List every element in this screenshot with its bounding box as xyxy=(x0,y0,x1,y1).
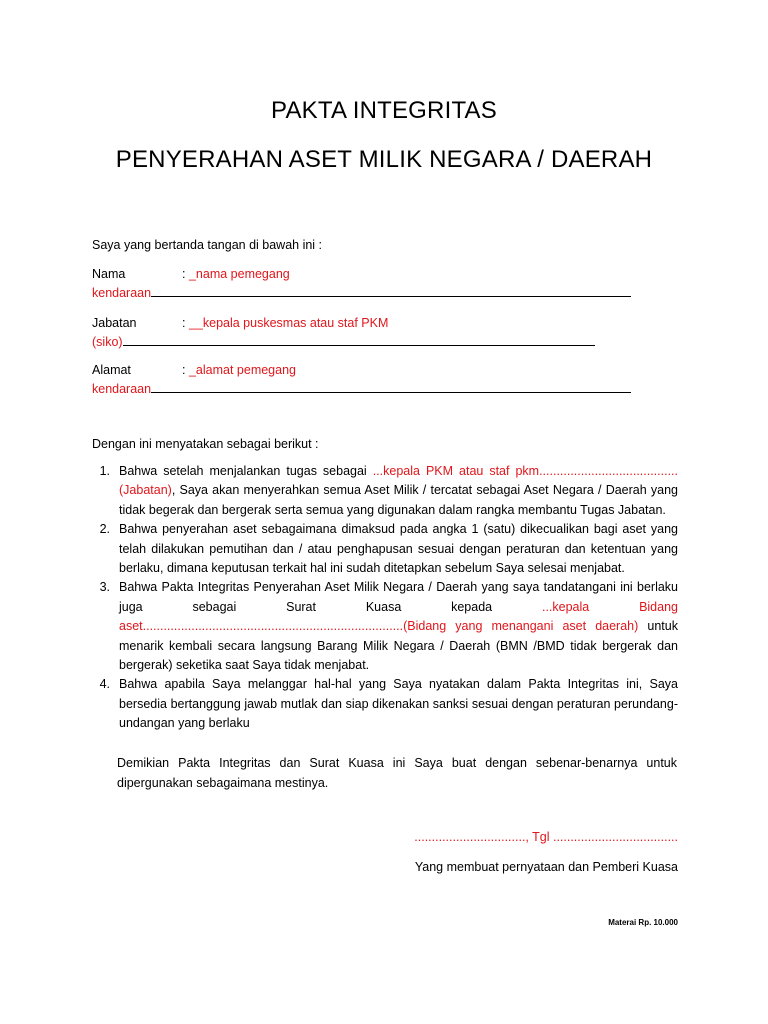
list-item-text: Bahwa Pakta Integritas Penyerahan Aset Milik Negara / Daerah yang saya tandatangani ini berlaku juga sebagai Surat Kuasa kepada xyxy=(119,580,678,614)
field-jabatan-cont xyxy=(92,333,595,351)
intro-text: Saya yang bertanda tangan di bawah ini : xyxy=(92,238,323,252)
field-alamat-colon: : xyxy=(182,363,186,377)
field-nama xyxy=(92,265,290,283)
statement-intro: Dengan ini menyatakan sebagai berikut : xyxy=(92,437,319,451)
field-jabatan-line xyxy=(123,344,595,346)
list-item-highlight: ...kepala PKM atau staf pkm........................................ (Jabatan) xyxy=(119,464,678,498)
list-item xyxy=(92,578,678,675)
list-item-highlight: ...kepala Bidang aset...........................................................................(Bidang yang menangani aset daerah) xyxy=(119,599,678,634)
list-item-text: , Saya akan menyerahkan semua Aset Milik / tercatat sebagai Aset Negara / Daerah yang tidak begerak dan bergerak serta semua yang digunakan dalam rangka membantu Tugas Jabatan. xyxy=(119,483,678,517)
field-jabatan-colon: : xyxy=(182,316,186,330)
list-item-number: 4. xyxy=(99,677,110,692)
list-item-number: 2. xyxy=(99,522,110,537)
statement-list xyxy=(92,462,678,734)
field-nama-value: _nama pemegang xyxy=(188,267,290,281)
list-item-text: Bahwa penyerahan aset sebagaimana dimaksud pada angka 1 (satu) dikecualikan bagi aset yang telah dilakukan pemutihan dan / atau penghapusan sesuai dengan peraturan dan ketentuan yang berlaku, dimana keputusan terkait hal ini sudah ditetapkan sebelum Saya selesai menjabat. xyxy=(119,522,678,576)
field-jabatan xyxy=(92,314,388,332)
field-nama-line xyxy=(151,295,631,297)
list-item-number: 1. xyxy=(99,464,110,478)
document-subtitle: PENYERAHAN ASET MILIK NEGARA / DAERAH xyxy=(115,146,653,173)
list-item-text: Bahwa apabila Saya melanggar hal-hal yang Saya nyatakan dalam Pakta Integritas ini, Saya bersedia bertanggung jawab mutlak dan siap dikenakan sanksi sesuai dengan peraturan perundang-undangan yang berlaku xyxy=(119,677,678,731)
materai-label: Materai Rp. 10.000 xyxy=(608,918,678,927)
field-jabatan-cont-text: (siko) xyxy=(92,335,123,349)
closing-paragraph: Demikian Pakta Integritas dan Surat Kuasa ini Saya buat dengan sebenar-benarnya untuk dipergunakan sebagaimana mestinya. xyxy=(117,756,677,790)
field-alamat-value: _alamat pemegang xyxy=(188,363,296,377)
field-nama-label: Nama xyxy=(92,267,126,281)
field-alamat-label: Alamat xyxy=(92,363,131,377)
list-item xyxy=(92,462,678,520)
signer-label: Yang membuat pernyataan dan Pemberi Kuasa xyxy=(414,860,678,874)
list-item-number: 3. xyxy=(99,580,110,595)
field-jabatan-label: Jabatan xyxy=(92,316,137,330)
field-nama-cont-text: kendaraan xyxy=(92,286,152,300)
list-item-text: Bahwa setelah menjalankan tugas sebagai xyxy=(119,464,373,478)
list-item xyxy=(92,520,678,578)
field-alamat xyxy=(92,361,296,379)
field-jabatan-value: __kepala puskesmas atau staf PKM xyxy=(188,316,389,330)
date-line: ................................, Tgl .................................... xyxy=(414,830,678,844)
document-title: PAKTA INTEGRITAS xyxy=(271,97,497,124)
field-alamat-line xyxy=(151,391,631,393)
list-item xyxy=(92,675,678,733)
field-nama-cont xyxy=(92,284,631,302)
list-item-text: untuk menarik kembali secara langsung Barang Milik Negara / Daerah (BMN /BMD tidak bergerak dan bergerak) seketika saat Saya tidak menjabat. xyxy=(119,619,678,673)
field-alamat-cont-text: kendaraan xyxy=(92,382,152,396)
field-nama-colon: : xyxy=(182,267,186,281)
field-alamat-cont xyxy=(92,380,631,398)
